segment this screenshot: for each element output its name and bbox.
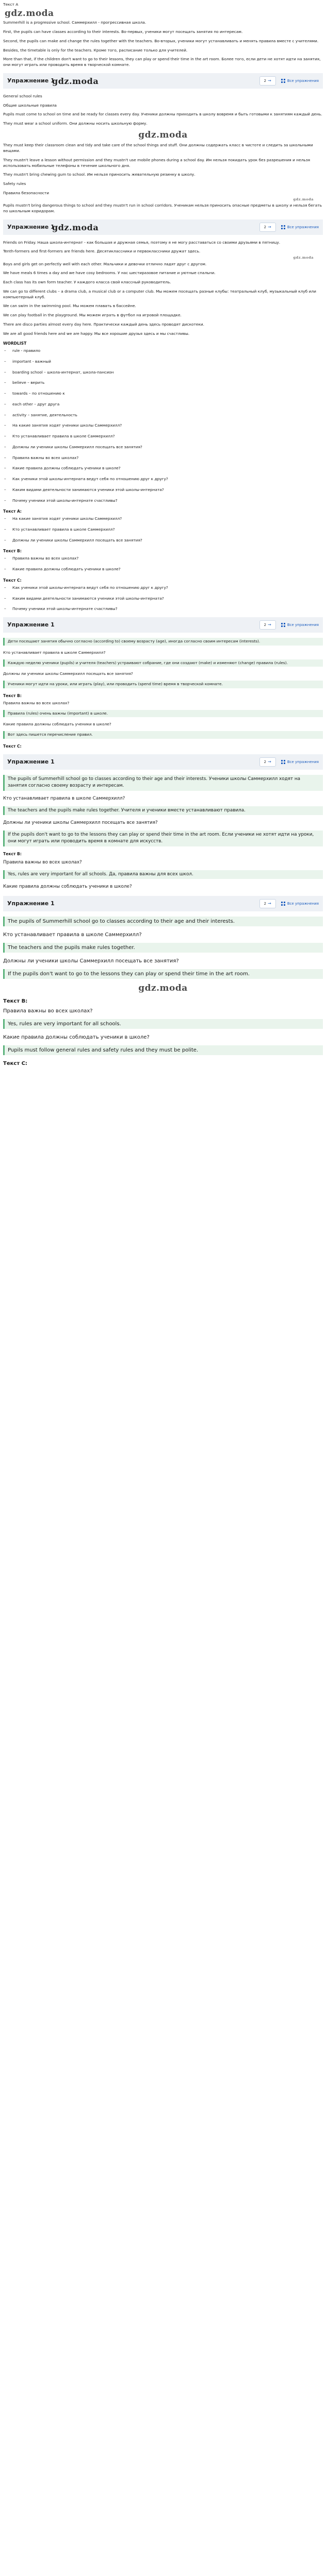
group-title: Текст B: bbox=[3, 852, 22, 857]
answer-highlight: The teachers and the pupils make rules together. Учителя и ученики вместе устанавливают правила. bbox=[3, 806, 323, 816]
list-item: – Какие правила должны соблюдать ученики в школе? bbox=[4, 466, 121, 471]
list-item: – activity – занятие, деятельность bbox=[4, 412, 77, 417]
exercise-nav bbox=[259, 223, 319, 232]
answer-highlight: Yes, rules are very important for all schools. Да, правила важны для всех школ. bbox=[3, 870, 323, 879]
list-item: – На какие занятия ходят ученики школы Саммерхилл? bbox=[4, 423, 122, 428]
text-b-paragraph: They must keep their classroom clean and tidy and take care of the school things and stuff. Они должны содержать класс в чистоте и следить за школьными вещами. bbox=[3, 143, 313, 154]
text-b-paragraph: Общие школьные правила bbox=[3, 103, 57, 108]
text-a-paragraph: Summerhill is a progressive school. Саммерхилл - прогрессивная школа. bbox=[3, 20, 146, 25]
exercise-switcher[interactable] bbox=[259, 223, 276, 232]
text-c-paragraph: Tenth-formers and first-formers are friends here. Десятиклассники и первоклассники дружат здесь. bbox=[3, 249, 201, 254]
group-title: Текст В: bbox=[3, 998, 28, 1004]
list-item: – Как ученики этой школы-интерната ведут себя по отношению друг к другу? bbox=[4, 585, 168, 590]
answer-highlight: If the pupils don't want to go to the lessons they can play or spend their time in the art room. bbox=[3, 969, 323, 979]
text-b-paragraph: They must wear a school uniform. Они должны носить школьную форму. bbox=[3, 121, 148, 126]
list-item: – Каким видами деятельности занимаются ученики этой школы-интерната? bbox=[4, 596, 164, 601]
wordlist-title: WORDLIST bbox=[3, 341, 27, 346]
exercise-nav bbox=[259, 757, 319, 767]
group-title: Текст C: bbox=[3, 578, 22, 583]
question-list bbox=[3, 516, 323, 543]
all-exercises-link[interactable] bbox=[281, 78, 319, 83]
grid-icon bbox=[281, 760, 285, 764]
list-item: – Как ученики этой школы-интерната ведут себя по отношению друг к другу? bbox=[4, 477, 168, 482]
text-c-paragraph: Each class has its own form teacher. У каждого класса свой классный руководитель. bbox=[3, 280, 171, 285]
exercise-title: Упражнение 1 bbox=[7, 621, 55, 629]
text-b-paragraph: They mustn't leave a lesson without permission and they mustn't use mobile phones during a school day. Им нельзя покидать урок без разрешения и нельзя использовать мобильные телефоны в течение школьного дня. bbox=[3, 157, 311, 168]
exercise-number: 2 bbox=[264, 759, 267, 764]
all-exercises-label: Все упражнения bbox=[287, 623, 319, 628]
exercise-nav bbox=[259, 76, 319, 86]
all-exercises-link[interactable] bbox=[281, 225, 319, 230]
watermark: gdz.moda bbox=[5, 8, 54, 19]
exercise-switcher[interactable] bbox=[259, 76, 276, 86]
all-exercises-link[interactable] bbox=[281, 759, 319, 765]
exercise-bar bbox=[3, 896, 323, 911]
answer-highlight: Дети посещают занятия обычно согласно (according to) своему возрасту (age), иногда согласно своим интересам (interests). bbox=[3, 638, 323, 646]
group-title: Текст С: bbox=[3, 1061, 27, 1067]
all-exercises-label: Все упражнения bbox=[287, 901, 319, 906]
question: Какие правила должны соблюдать ученики в школе? bbox=[3, 884, 132, 890]
list-item: – Какие правила должны соблюдать ученики в школе? bbox=[4, 567, 121, 572]
text-b-paragraph: Правила безопасности bbox=[3, 190, 50, 195]
list-item: – Должны ли ученики школы Саммерхилл посещать все занятия? bbox=[4, 537, 142, 543]
text-c-paragraph: There are disco parties almost every day here. Практически каждый день здесь проводят дискотеки. bbox=[3, 321, 205, 327]
grid-icon bbox=[281, 623, 285, 627]
text-b-paragraph: General school rules bbox=[3, 93, 42, 98]
group-title: Текст B: bbox=[3, 693, 22, 698]
question: Должны ли ученики школы Саммерхилл посещать все занятия? bbox=[3, 671, 133, 676]
list-item: – rule - правило bbox=[4, 348, 41, 353]
question: Кто устанавливает правила в школе Саммерхилл? bbox=[3, 650, 106, 655]
exercise-number: 2 bbox=[264, 78, 267, 83]
answer-highlight: Вот здесь пишется перечисление правил. bbox=[3, 731, 323, 739]
exercise-bar bbox=[3, 754, 323, 770]
exercise-title: Упражнение 1 bbox=[7, 223, 55, 230]
exercise-switcher[interactable] bbox=[259, 899, 276, 908]
text-a-title: Текст А bbox=[3, 2, 19, 7]
grid-icon bbox=[281, 225, 285, 229]
text-c-paragraph: We are all good friends here and we are happy. Мы все хорошие друзья здесь и мы счастливы. bbox=[3, 331, 190, 336]
exercise-number: 2 bbox=[264, 225, 267, 229]
all-exercises-link[interactable] bbox=[281, 901, 319, 906]
exercise-title: Упражнение 1 bbox=[7, 900, 55, 907]
arrow-right-icon: → bbox=[268, 901, 271, 906]
watermark: gdz.moda bbox=[138, 129, 188, 140]
text-a-paragraph: More than that, if the children don't want to go to their lessons, they can play or spend their time in the art room. Более того, если дети не хотят идти на занятия, они могут играть или проводить время в творческой комнате. bbox=[3, 57, 321, 67]
question: Какие правила должны соблюдать ученики в школе? bbox=[3, 1035, 150, 1041]
exercise-title: Упражнение 1 bbox=[7, 77, 55, 84]
question: Кто устанавливает правила в школе Саммерхилл? bbox=[3, 795, 125, 801]
grid-icon bbox=[281, 79, 285, 83]
text-a-paragraph: Besides, the timetable is only for the teachers. Кроме того, расписание только для учителей. bbox=[3, 47, 188, 53]
text-b-paragraph: Safety rules bbox=[3, 181, 26, 187]
answer-highlight: Yes, rules are very important for all schools. bbox=[3, 1019, 323, 1029]
list-item: – believe – верить bbox=[4, 380, 45, 385]
exercise-bar bbox=[3, 73, 323, 89]
answer-highlight: If the pupils don't want to go to the lessons they can play or spend their time in the art room. Если ученики не хотят идти на уроки, они могут играть или проводить время в комнате для искусств. bbox=[3, 831, 323, 846]
text-a-paragraph: Second, the pupils can make and change the rules together with the teachers. Во-вторых, ученики могут устанавливать и менять правила вместе с учителями. bbox=[3, 38, 319, 43]
answer-highlight: Pupils must follow general rules and safety rules and they must be polite. bbox=[3, 1045, 323, 1056]
list-item: – Кто устанавливает правила в школе Саммерхилл? bbox=[4, 434, 115, 439]
group-title: Текст А: bbox=[3, 509, 22, 514]
group-title: Текст B: bbox=[3, 549, 22, 554]
answer-highlight: Ученики могут идти на уроки, или играть (play), или проводить (spend time) время в творческой комнате. bbox=[3, 681, 323, 688]
list-item: – Почему ученики этой школы-интернате счастливы? bbox=[4, 606, 118, 612]
question: Должны ли ученики школы Саммерхилл посещать все занятия? bbox=[3, 958, 179, 964]
question: Кто устанавливает правила в школе Саммерхилл? bbox=[3, 932, 142, 938]
arrow-right-icon: → bbox=[268, 759, 271, 764]
all-exercises-label: Все упражнения bbox=[287, 78, 319, 83]
list-item: – Правила важны во всех школах? bbox=[4, 556, 79, 561]
question-list bbox=[3, 556, 323, 572]
list-item: – Правила важны во всех школах? bbox=[4, 455, 79, 460]
text-c-paragraph: We can swim in the swimming pool. Мы можем плавать в бассейне. bbox=[3, 303, 136, 309]
answer-highlight: Каждую неделю ученики (pupils) и учителя (teachers) устраивают собрание, где они создают (make) и изменяют (change) правила (rules). bbox=[3, 659, 323, 667]
watermark: gdz.moda bbox=[293, 197, 314, 201]
exercise-nav bbox=[259, 620, 319, 630]
answer-highlight: The pupils of Summerhill school go to classes according to their age and their interests. Ученики школы Саммерхилл ходят на занятия согласно своему возрасту и интересам. bbox=[3, 775, 323, 791]
answer-highlight: The pupils of Summerhill school go to classes according to their age and their interests. bbox=[3, 917, 323, 927]
text-a-paragraph: First, the pupils can have classes according to their interests. Во-первых, ученики могут посещать занятия по интересам. bbox=[3, 29, 243, 35]
question: Правила важны во всех школах? bbox=[3, 700, 70, 705]
arrow-right-icon: → bbox=[268, 622, 271, 628]
watermark: gdz.moda bbox=[138, 983, 188, 994]
list-item: – each other – друг друга bbox=[4, 401, 60, 406]
text-c-paragraph: Boys and girls get on perfectly well with each other. Мальчики и девочки отлично ладят друг с другом. bbox=[3, 261, 207, 266]
content bbox=[0, 0, 326, 1068]
text-b-paragraph: Pupils must come to school on time and be ready for classes every day. Ученики должны приходить в школу вовремя и быть готовыми к занятиям каждый день. bbox=[3, 112, 322, 117]
list-item: – Кто устанавливает правила в школе Саммерхилл? bbox=[4, 527, 115, 532]
question: Правила важны во всех школах? bbox=[3, 1008, 93, 1014]
exercise-number: 2 bbox=[264, 901, 267, 906]
watermark: gdz.moda bbox=[52, 76, 99, 86]
question: Правила важны во всех школах? bbox=[3, 859, 82, 865]
list-item: – Должны ли ученики школы Саммерхилл посещать все занятия? bbox=[4, 444, 142, 449]
exercise-bar bbox=[3, 617, 323, 633]
question-list bbox=[3, 585, 323, 612]
list-item: – towards – по отношению к bbox=[4, 391, 65, 396]
exercise-bar bbox=[3, 219, 323, 235]
text-b-paragraph: They mustn't bring chewing gum to school. Им нельзя приносить жевательную резинку в школу. bbox=[3, 172, 195, 177]
question: Какие правила должны соблюдать ученики в школе? bbox=[3, 722, 111, 727]
watermark: gdz.moda bbox=[52, 222, 99, 232]
list-item: – На какие занятия ходят ученики школы Саммерхилл? bbox=[4, 516, 122, 521]
wordlist bbox=[3, 348, 323, 503]
all-exercises-label: Все упражнения bbox=[287, 225, 319, 229]
all-exercises-link[interactable] bbox=[281, 622, 319, 628]
answer-highlight: The teachers and the pupils make rules together. bbox=[3, 943, 323, 953]
exercise-switcher[interactable] bbox=[259, 620, 276, 630]
all-exercises-label: Все упражнения bbox=[287, 759, 319, 764]
group-title: Текст C: bbox=[3, 743, 22, 749]
grid-icon bbox=[281, 902, 285, 906]
list-item: – important - важный bbox=[4, 359, 51, 364]
arrow-right-icon: → bbox=[268, 78, 271, 83]
text-b-paragraph: Pupils mustn't bring dangerous things to school and they mustn't run in school corridors. Ученикам нельзя приносить опасные предметы в школу и нельзя бегать по школьным коридорам. bbox=[3, 203, 322, 213]
text-c-paragraph: We have meals 6 times a day and we have cosy bedrooms. У нас шестиразовое питание и уютные спальни. bbox=[3, 270, 216, 276]
text-c-paragraph: We can go to different clubs – a drama club, a musical club or a computer club. Мы можем посещать разные клубы: театральный клуб, музыкальный клуб или компьютерный клуб. bbox=[3, 289, 316, 299]
question: Должны ли ученики школы Саммерхилл посещать все занятия? bbox=[3, 820, 158, 826]
exercise-nav bbox=[259, 899, 319, 908]
text-c-paragraph: We can play football in the playground. Мы можем играть в футбол на игровой площадке. bbox=[3, 313, 182, 318]
exercise-number: 2 bbox=[264, 623, 267, 628]
list-item: – Почему ученики этой школы-интернате счастливы? bbox=[4, 498, 118, 503]
watermark: gdz.moda bbox=[293, 256, 314, 260]
arrow-right-icon: → bbox=[268, 224, 271, 229]
list-item: – Каким видами деятельности занимаются ученики этой школы-интерната? bbox=[4, 487, 164, 492]
list-item: – boarding school – школа-интернат, школа-пансион bbox=[4, 369, 114, 375]
answer-highlight: Правила (rules) очень важны (important) в школе. bbox=[3, 710, 323, 718]
exercise-switcher[interactable] bbox=[259, 757, 276, 767]
text-c-paragraph: Friends on Friday. Наша школа-интернат - как большая и дружная семья, поэтому я не могу расставаться со своими друзьями в пятницу. bbox=[3, 240, 281, 245]
exercise-title: Упражнение 1 bbox=[7, 758, 55, 765]
